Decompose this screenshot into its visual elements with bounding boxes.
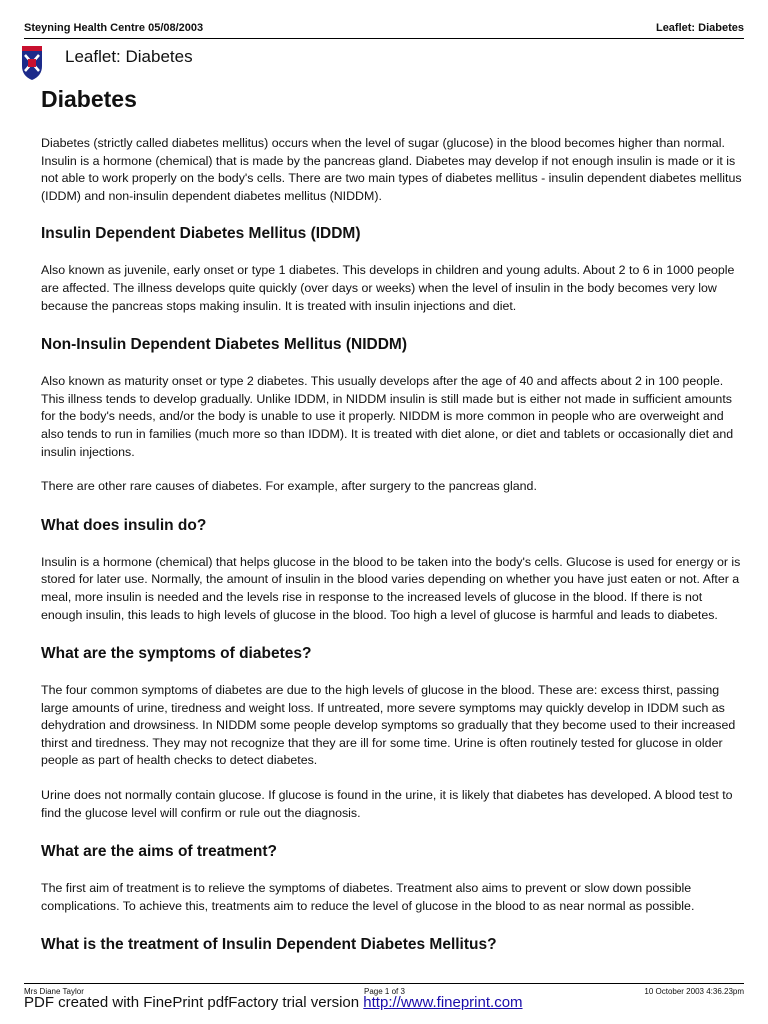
section-heading-niddm: Non-Insulin Dependent Diabetes Mellitus (NIDDM) (41, 336, 407, 354)
section-paragraph: Urine does not normally contain glucose. If glucose is found in the urine, it is likely that diabetes has developed. A blood test to find the glucose level will confirm or rule out the diagnosis. (41, 788, 733, 820)
section-paragraph: Also known as juvenile, early onset or type 1 diabetes. This develops in children and young adults. About 2 to 6 in 1000 people are affected. The illness develops quite quickly (over days or weeks) when the level of insulin in the body becomes very low because the pancreas stops making insulin. It is treated with insulin injections and diet. (41, 263, 735, 313)
logo-row (22, 46, 422, 82)
header-right-text: Leaflet: Diabetes (655, 22, 744, 34)
section-paragraph: There are other rare causes of diabetes. For example, after surgery to the pancreas gland. (41, 479, 537, 494)
section-heading-symptoms: What are the symptoms of diabetes? (41, 645, 312, 663)
logo-title: Leaflet: Diabetes (65, 47, 193, 66)
section-heading-insulin: What does insulin do? (41, 516, 207, 534)
crest-logo-icon (22, 46, 42, 80)
section-heading-iddm: Insulin Dependent Diabetes Mellitus (IDDM) (41, 225, 361, 243)
section-paragraph: Also known as maturity onset or type 2 diabetes. This usually develops after the age of 40 and affects about 2 in 100 people. This illness tends to develop gradually. Unlike IDDM, in NIDDM insulin is still made but is either not made in sufficient amounts for the body's needs, and/or the body is unable to use it properly. NIDDM is more common in people who are overweight and also tends to run in families (much more so than IDDM). It is treated with diet alone, or diet and tablets or occasionally diet and insulin injections. (41, 374, 734, 459)
pdf-note-text: PDF created with FinePrint pdfFactory trial version (24, 994, 364, 1011)
page-header (24, 22, 744, 39)
intro-paragraph: Diabetes (strictly called diabetes mellitus) occurs when the level of sugar (glucose) in the blood becomes higher than normal. Insulin is a hormone (chemical) that is made by the pancreas gland. Diabetes may develop if not enough insulin is made or it is not able to work properly on the body's cells. There are two main types of diabetes mellitus - insulin dependent diabetes mellitus (IDDM) and non-insulin dependent diabetes mellitus (NIDDM). (41, 136, 742, 203)
footer-author: Mrs Diane Taylor (24, 987, 84, 996)
section-paragraph: The four common symptoms of diabetes are due to the high levels of glucose in the blood. These are: excess thirst, passing large amounts of urine, tiredness and weight loss. If untreated, more severe symptoms may quickly develop in IDDM such as dehydration and drowsiness. In NIDDM some people develop symptoms so gradually that they become used to their increased thirst and tiredness. They may not recognize that they are ill for some time. Urine is often routinely tested for glucose in older people as part of health checks to detect diabetes. (41, 683, 736, 768)
article (41, 82, 745, 955)
section-heading-aims: What are the aims of treatment? (41, 843, 277, 861)
section-paragraph: Insulin is a hormone (chemical) that helps glucose in the blood to be taken into the body's cells. Glucose is used for energy or is stored for later use. Normally, the amount of insulin in the blood varies depending on whether you have just eaten or not. After a meal, more insulin is needed and the levels rise in response to the increased levels of glucose in the blood. If there is not enough insulin, this leads to high levels of glucose in the blood. Too high a level of glucose is harmful and leads to diabetes. (41, 554, 741, 622)
pdf-creator-note (24, 994, 523, 1011)
section-paragraph: The first aim of treatment is to relieve the symptoms of diabetes. Treatment also aims to prevent or slow down possible complications. To achieve this, treatments aim to reduce the level of glucose in the blood to as near normal as possible. (41, 881, 695, 913)
footer-page-number: Page 1 of 3 (364, 987, 405, 996)
article-title: Diabetes (41, 86, 137, 112)
fineprint-link[interactable]: http://www.fineprint.com (363, 994, 523, 1011)
section-heading-treatment-iddm: What is the treatment of Insulin Dependent Diabetes Mellitus? (41, 936, 497, 954)
header-left-text: Steyning Health Centre 05/08/2003 (24, 22, 204, 34)
footer-date: 10 October 2003 4:36.23pm (644, 987, 744, 996)
